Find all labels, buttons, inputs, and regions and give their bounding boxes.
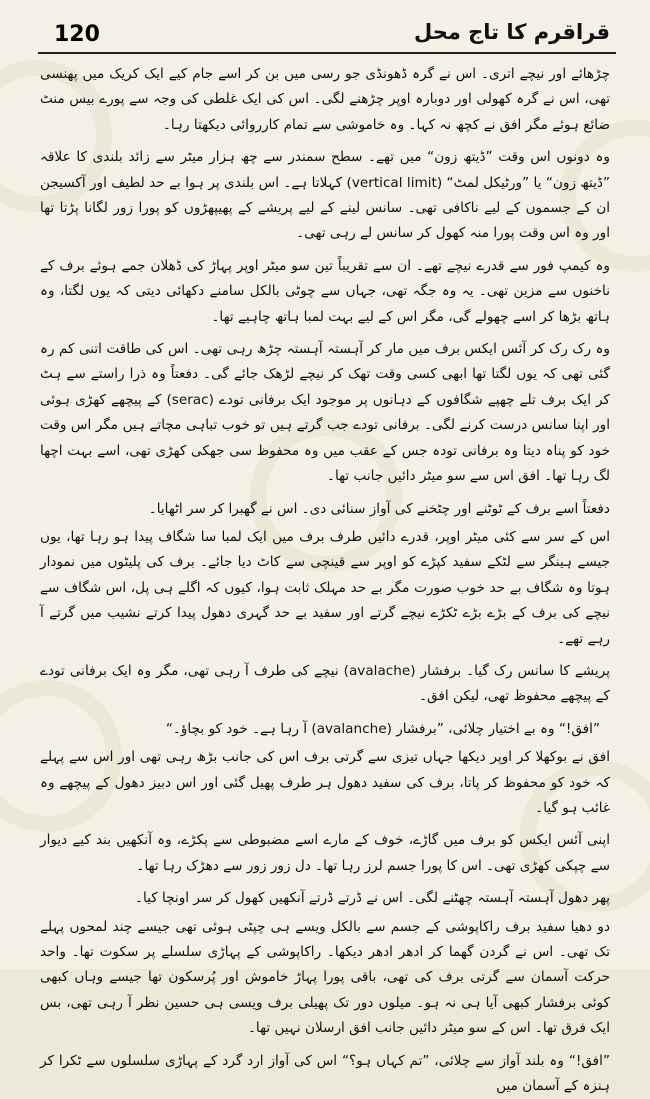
paragraph: دفعتاً اسے برف کے ٹوٹنے اور چٹخنے کی آواز سنائی دی۔ اس نے گھبرا کر سر اٹھایا۔: [148, 500, 610, 517]
page-body: [40, 62, 610, 1095]
paragraph: وہ رک رک کر آئس ایکس برف میں مار کر آہستہ آہستہ چڑھ رہی تھی۔ اس کی طاقت اتنی کم رہ گئی تھی کہ یوں لگتا تھا ابھی کسی وقت تھک کر نیچے لڑھک جائے گی۔ دفعتاً وہ ذرا راستے سے ہٹ کر ایک برف تلے چھپے شگافوں کے دہانوں پر موجود ایک برفانی تودے (serac) کے پیچھے کھڑی ہوئی اور اپنا سانس درست کرنے لگی۔ برفانی تودے جب گرتے ہیں تو خوب تباہی مچاتے ہیں مگر اس وقت خود کو پناہ دیتا وہ برفانی تودہ جس کے عقب میں وہ محفوظ سی جھکی کھڑی تھی، اسے بہت اچھا لگ رہا تھا۔ افق اس سے سو میٹر دائیں جانب تھا۔: [40, 341, 610, 485]
book-title: قراقرم کا تاج محل: [413, 20, 610, 44]
paragraph: وہ دونوں اس وقت ”ڈیتھ زون“ میں تھے۔ سطح سمندر سے چھ ہزار میٹر سے زائد بلندی کا علاقہ ”ڈیتھ زون“ یا ”ورٹیکل لمٹ“ (vertical limit) کہلاتا ہے۔ اس بلندی پر ہوا بے حد لطیف اور آکسیجن ان کے جسموں کے لیے ناکافی تھی۔ سانس لینے کے لیے پریشے کے پھیپھڑوں کو پورا زور لگانا پڑتا تھا اور وہ اس وقت پورا منہ کھول کر سانس لے رہی تھی۔: [40, 149, 610, 242]
paragraph: چڑھائے اور نیچے اتری۔ اس نے گرہ ڈھونڈی جو رسی میں بن کر اسے جام کیے ایک کریک میں پھنسی تھی، اس نے گرہ کھولی اور دوبارہ اوپر چڑھنے لگی۔ اس کی ایک غلطی کی وجہ سے پورے بیس منٹ ضائع ہوئے مگر افق نے کچھ نہ کہا۔ وہ خاموشی سے تمام کارروائی دیکھتا رہا۔: [40, 66, 610, 133]
paragraph: اس کے سر سے کئی میٹر اوپر، قدرے دائیں طرف برف میں ایک لمبا سا شگاف پیدا ہو رہا تھا، یوں جیسے ہینگر سے لٹکے سفید کپڑے کو اوپر سے قینچی سے کاٹ دیا جائے۔ برف کی پلیٹوں میں نمودار ہوتا وہ شگاف بے حد خوب صورت مگر بے حد مہلک ثابت ہوا، کیوں کہ اگلے ہی پل، اس شگاف سے نیچے کی برف کے بڑے بڑے ٹکڑے نیچے گرتے اور سفید بے حد گہری دھول پیدا کرتے نشیب میں گرتے آ رہے تھے۔: [40, 528, 610, 647]
paragraph: پریشے کا سانس رک گیا۔ برفشار (avalache) نیچے کی طرف آ رہی تھی، مگر وہ ایک برفانی تودے کے پیچھے محفوظ تھی، لیکن افق۔: [40, 662, 610, 705]
paragraph: اپنی آئس ایکس کو برف میں گاڑے، خوف کے مارے اسے مضبوطی سے پکڑے، وہ آنکھیں بند کیے دیوار سے چپکی کھڑی تھی۔ اس کا پورا جسم لرز رہا تھا۔ دل زور زور سے دھڑک رہا تھا۔: [40, 832, 610, 874]
paragraph: دو دھیا سفید برف راکاپوشی کے جسم سے بالکل ویسے ہی چپٹی ہوئی تھی جیسے چند لمحوں پہلے تک تھی۔ اس نے گردن گھما کر ادھر ادھر دیکھا۔ راکاپوشی کے پہاڑی سلسلے پر سکوت تھا۔ واحد حرکت آسمان سے گرتی برف کی تھی، باقی پورا پہاڑ خاموش اور پُرسکون تھا جیسے وہاں کبھی کوئی برفشار کبھی آیا ہی نہ ہو۔ میلوں دور تک پھیلی برف ویسی ہی حسین نظر آ رہی تھی، بس ایک فرق تھا۔ اس کے سو میٹر دائیں جانب افق ارسلان نہیں تھا۔: [40, 918, 610, 1037]
paragraph: ”افق!“ وہ بلند آواز سے چلائی، ”تم کہاں ہو؟“ اس کی آواز ارد گرد کے پہاڑی سلسلوں سے ٹکرا کر ہنزہ کے آسمان میں: [40, 1052, 610, 1095]
paragraph: افق نے بوکھلا کر اوپر دیکھا جہاں تیزی سے گرتی برف اس کی جانب بڑھ رہی تھی اور اس سے پہلے کہ خود کو محفوظ کر پاتا، برف کی سفید دھول ہر طرف پھیل گئی اور اس دبیز دھول کے پیچھے وہ غائب ہو گیا۔: [40, 749, 610, 816]
header-rule: [38, 52, 616, 54]
paragraph: وہ کیمپ فور سے قدرے نیچے تھے۔ ان سے تقریباً تین سو میٹر اوپر پہاڑ کی ڈھلان جمے ہوئے برف کے ناخنوں سے مزین تھی۔ یہ وہ جگہ تھی، جہاں سے چوٹی بالکل سامنے دکھائی دیتی کہ یوں لگتا، وہ ہاتھ بڑھا کر اسے چھولے گی، مگر اس کے لیے بہت لمبا ہاتھ چاہیے تھا۔: [40, 257, 610, 325]
paragraph: پھر دھول آہستہ آہستہ چھٹنے لگی۔ اس نے ڈرتے ڈرتے آنکھیں کھول کر سر اونچا کیا۔: [135, 890, 610, 907]
paragraph: ”افق!“ وہ بے اختیار چلائی، ”برفشار (avalanche) آ رہا ہے۔ خود کو بچاؤ۔“: [165, 720, 600, 737]
page-header: [38, 18, 616, 58]
page-number: 120: [54, 22, 100, 47]
